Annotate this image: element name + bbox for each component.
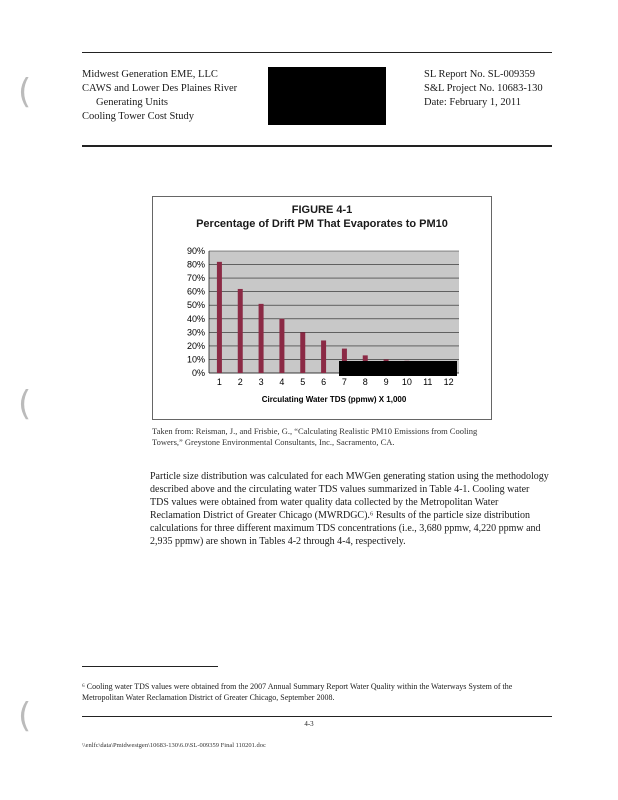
- x-tick-label: 10: [401, 377, 412, 387]
- figure-title: Percentage of Drift PM That Evaporates to PM10: [196, 218, 448, 230]
- y-tick-label: 10%: [186, 354, 205, 365]
- y-tick-label: 90%: [186, 246, 205, 256]
- header-right: [424, 68, 543, 110]
- header-study: Cooling Tower Cost Study: [82, 111, 194, 122]
- x-tick-label: 6: [321, 377, 327, 387]
- x-tick-label: 3: [258, 377, 264, 387]
- margin-bracket-mark: (: [18, 384, 32, 424]
- y-tick-label: 30%: [186, 327, 205, 338]
- x-tick-label: 7: [341, 377, 347, 387]
- y-tick-label: 40%: [186, 313, 205, 324]
- figure-caption: Taken from: Reisman, J., and Frisbie, G., “Calculating Realistic PM10 Emissions from Cooling Towers,” Greystone Environmental Consultants, Inc., Sacramento, CA.: [152, 426, 478, 447]
- footnote: ⁶ Cooling water TDS values were obtained from the 2007 Annual Summary Report Water Quality within the Waterways System of the Metropolitan Water Reclamation District of Greater Chicago, September 2008.: [82, 682, 513, 702]
- bar: [217, 262, 222, 373]
- header-project-no: S&L Project No. 10683-130: [424, 83, 543, 94]
- header-company: Midwest Generation EME, LLC: [82, 69, 218, 80]
- bar: [259, 304, 264, 373]
- bar-chart: [153, 197, 491, 419]
- header-project: CAWS and Lower Des Plaines River: [82, 83, 238, 94]
- redacted-logo: [268, 67, 386, 125]
- x-tick-label: 1: [216, 377, 222, 387]
- margin-bracket-mark: (: [18, 72, 32, 112]
- header-report-no: SL Report No. SL-009359: [424, 69, 536, 80]
- y-tick-label: 50%: [186, 300, 205, 311]
- y-tick-label: 0%: [191, 368, 205, 378]
- x-tick-label: 11: [423, 377, 433, 387]
- top-rule: [82, 52, 552, 53]
- bar: [300, 332, 305, 373]
- figure-number: FIGURE 4-1: [291, 204, 353, 216]
- figure-frame: [152, 196, 492, 420]
- x-tick-label: 4: [279, 377, 285, 387]
- body-paragraph: Particle size distribution was calculated for each MWGen generating station using the methodology described above and the circulating water TDS values summarized in Table 4-1. Cooling water TDS values were obtained from water quality data collected by the Metropolitan Water Reclamation District of Greater Chicago (MWRDGC).⁶ Results of the particle size distribution calculations for three different maximum TDS concentrations (i.e., 3,680 ppmw, 4,220 ppmw and 2,935 ppmw) are shown in Tables 4-2 through 4-4, respectively.: [150, 471, 549, 547]
- x-axis-label: Circulating Water TDS (ppmw) X 1,000: [261, 395, 407, 404]
- bar: [279, 319, 284, 373]
- y-tick-label: 20%: [186, 340, 205, 351]
- file-path: \\enlfc\data\Pmidwestgen\10683-130\6.0\SL-009359 Final 110201.doc: [82, 742, 266, 749]
- redaction-block: [339, 361, 457, 376]
- header-left: [82, 68, 237, 124]
- header-date: Date: February 1, 2011: [424, 97, 522, 108]
- footnote-rule: [82, 666, 218, 667]
- page-number: 4-3: [304, 720, 314, 728]
- y-tick-label: 80%: [186, 259, 205, 270]
- bar: [321, 340, 326, 373]
- bar: [238, 289, 243, 373]
- x-tick-label: 12: [443, 377, 454, 387]
- x-tick-label: 5: [300, 377, 306, 387]
- header-project-cont: Generating Units: [96, 97, 169, 108]
- margin-bracket-mark: (: [18, 696, 32, 736]
- plot-area: [209, 251, 459, 373]
- x-tick-label: 2: [237, 377, 243, 387]
- y-tick-label: 60%: [186, 286, 205, 297]
- footer-rule: [82, 716, 552, 717]
- x-tick-label: 8: [362, 377, 368, 387]
- y-tick-label: 70%: [186, 273, 205, 284]
- x-tick-label: 9: [383, 377, 389, 387]
- header-rule: [82, 145, 552, 147]
